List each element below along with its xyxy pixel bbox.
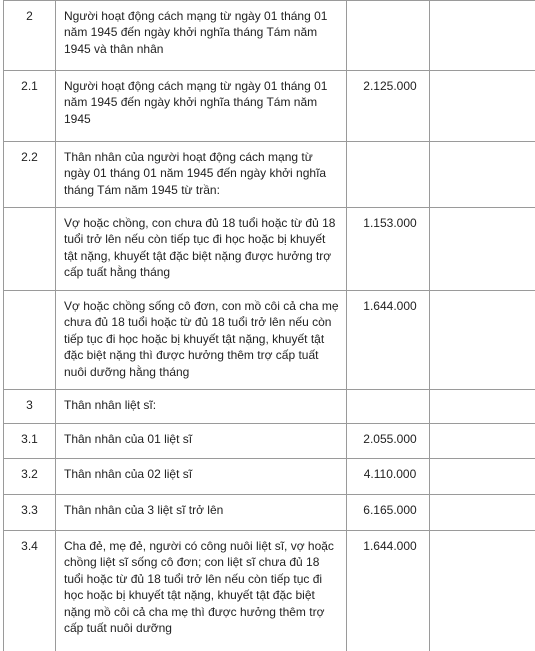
benefit-table	[3, 0, 535, 651]
description-cell	[56, 424, 347, 459]
description-cell	[56, 390, 347, 424]
row-number: 3.2	[21, 467, 38, 481]
table-row	[4, 142, 535, 208]
table-row	[4, 531, 535, 651]
row-amount	[347, 1, 429, 8]
row-description: Thân nhân của 01 liệt sĩ	[64, 432, 193, 446]
note-cell	[430, 495, 535, 531]
amount-cell	[347, 142, 430, 208]
row-amount: 1.644.000	[363, 299, 417, 313]
row-number-cell	[4, 495, 56, 531]
amount-cell	[347, 531, 430, 651]
description-cell	[56, 495, 347, 531]
row-description: Thân nhân của người hoạt động cách mạng từ ngày 01 tháng 01 năm 1945 đến ngày khởi nghĩa tháng Tám năm 1945 từ trần:	[64, 150, 327, 197]
note-cell	[430, 424, 535, 459]
table-row	[4, 495, 535, 531]
note-cell	[430, 208, 535, 291]
note-cell	[430, 459, 535, 495]
note-cell	[430, 531, 535, 651]
table-row	[4, 424, 535, 459]
note-cell	[430, 1, 535, 71]
amount-cell	[347, 459, 430, 495]
row-number-cell	[4, 459, 56, 495]
row-description: Thân nhân của 02 liệt sĩ	[64, 467, 193, 481]
row-number-cell	[4, 1, 56, 71]
note-cell	[430, 390, 535, 424]
description-cell	[56, 1, 347, 71]
note-cell	[430, 71, 535, 142]
amount-cell	[347, 1, 430, 71]
row-amount: 4.110.000	[363, 467, 417, 481]
table-row	[4, 208, 535, 291]
row-number-cell	[4, 142, 56, 208]
description-cell	[56, 531, 347, 651]
row-amount: 1.153.000	[363, 216, 417, 230]
row-amount: 2.055.000	[363, 432, 417, 446]
description-cell	[56, 142, 347, 208]
row-number: 3	[26, 398, 33, 412]
amount-cell	[347, 424, 430, 459]
row-number-cell	[4, 208, 56, 291]
row-number-cell	[4, 71, 56, 142]
row-number: 2	[26, 9, 33, 23]
row-amount: 6.165.000	[363, 503, 417, 517]
table-row	[4, 390, 535, 424]
row-description: Vợ hoặc chồng, con chưa đủ 18 tuổi hoặc từ đủ 18 tuổi trở lên nếu còn tiếp tục đi học hoặc bị khuyết tật nặng, khuyết tật đặc biệt nặng được hưởng trợ cấp tuất hằng tháng	[64, 216, 336, 280]
table-row	[4, 71, 535, 142]
row-number: 2.2	[21, 150, 38, 164]
description-cell	[56, 291, 347, 390]
description-cell	[56, 208, 347, 291]
note-cell	[430, 142, 535, 208]
row-description: Vợ hoặc chồng sống cô đơn, con mồ côi cả cha mẹ chưa đủ 18 tuổi hoặc từ đủ 18 tuổi trở lên nếu còn tiếp tục đi học hoặc bị khuyết tật nặng, khuyết tật đặc biệt nặng thì được hưởng thêm trợ cấp tuất nuôi dưỡng hằng tháng	[64, 299, 339, 379]
amount-cell	[347, 71, 430, 142]
row-number	[4, 291, 55, 298]
row-number-cell	[4, 390, 56, 424]
row-description: Người hoạt động cách mạng từ ngày 01 tháng 01 năm 1945 đến ngày khởi nghĩa tháng Tám năm 1945 và thân nhân	[64, 9, 328, 56]
row-amount: 2.125.000	[363, 79, 417, 93]
row-number: 2.1	[21, 79, 38, 93]
row-description: Cha đẻ, mẹ đẻ, người có công nuôi liệt sĩ, vợ hoặc chồng liệt sĩ sống cô đơn; con liệt sĩ chưa đủ 18 tuổi hoặc từ đủ 18 tuổi trở lên nếu còn tiếp tục đi học hoặc bị khuyết tật nặng, khuyết tật đặc biệt nặng mồ côi cả cha mẹ thì được hưởng thêm trợ cấp tuất nuôi dưỡng	[64, 539, 334, 636]
table-row	[4, 1, 535, 71]
row-description: Thân nhân của 3 liệt sĩ trở lên	[64, 503, 224, 517]
row-number: 3.4	[21, 539, 38, 553]
row-amount: 1.644.000	[363, 539, 417, 553]
row-description: Người hoạt động cách mạng từ ngày 01 tháng 01 năm 1945 đến ngày khởi nghĩa tháng Tám năm 1945	[64, 79, 328, 126]
row-number-cell	[4, 424, 56, 459]
amount-cell	[347, 291, 430, 390]
row-description: Thân nhân liệt sĩ:	[64, 398, 157, 412]
amount-cell	[347, 390, 430, 424]
row-number-cell	[4, 531, 56, 651]
table-row	[4, 291, 535, 390]
row-number-cell	[4, 291, 56, 390]
description-cell	[56, 71, 347, 142]
description-cell	[56, 459, 347, 495]
row-number: 3.1	[21, 432, 38, 446]
note-cell	[430, 291, 535, 390]
row-number: 3.3	[21, 503, 38, 517]
amount-cell	[347, 495, 430, 531]
amount-cell	[347, 208, 430, 291]
row-amount	[347, 390, 429, 397]
table-row	[4, 459, 535, 495]
row-amount	[347, 142, 429, 149]
row-number	[4, 208, 55, 215]
